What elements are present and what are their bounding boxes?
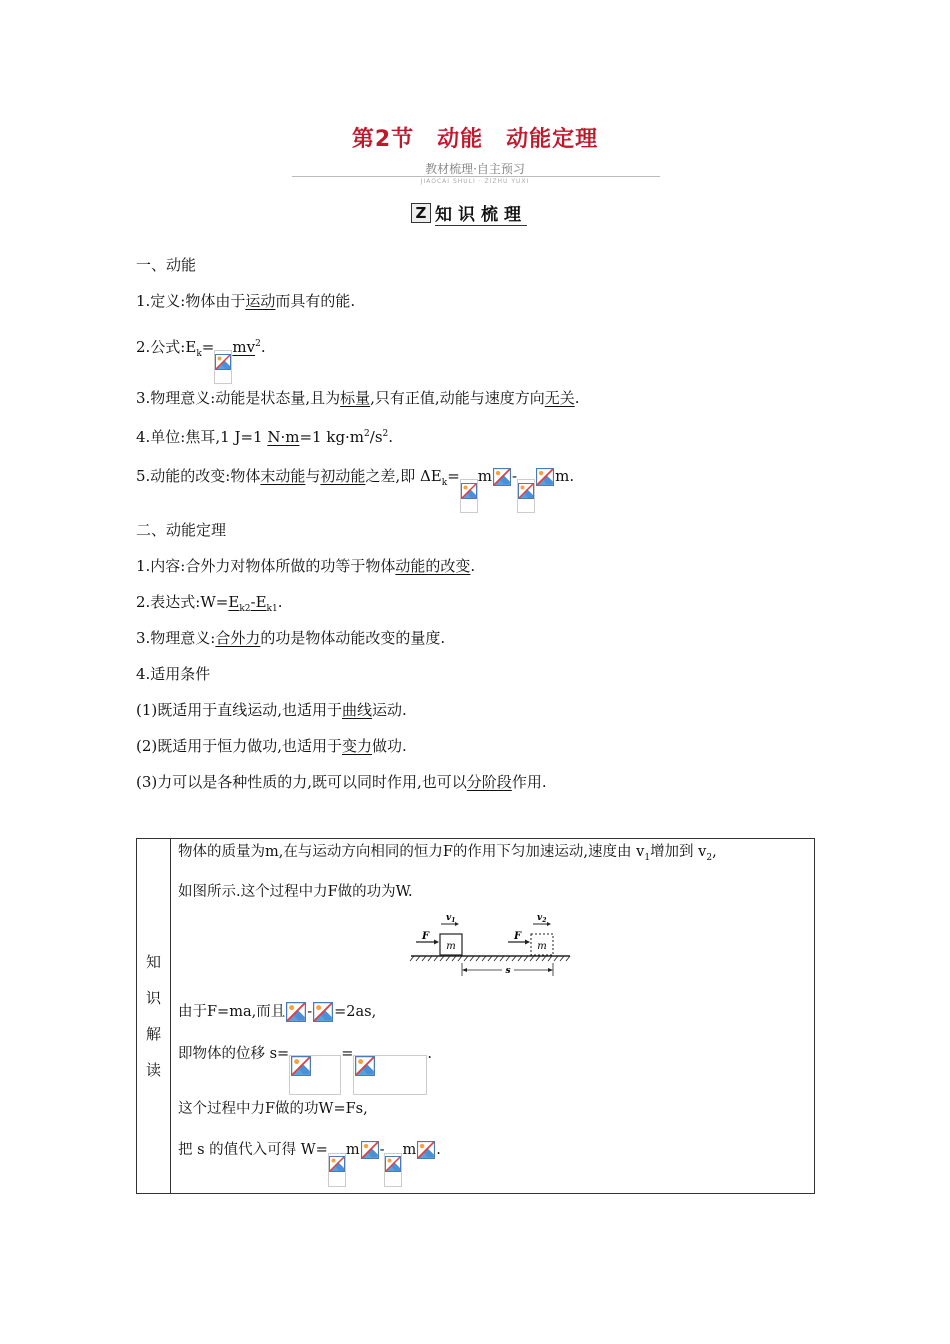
block-initial-mass: m	[446, 941, 456, 952]
box-paragraph-6: 把 s 的值代入可得 W= m - m .	[178, 1140, 441, 1187]
velocity-label-2: $v_2$	[537, 913, 547, 924]
expression-line: 2.表达式$:W=E_{k2}-E_{k1}$.	[136, 593, 283, 614]
section-header-pinyin: JIAOCAI SHULI · ZIZHU YUXI	[420, 178, 530, 185]
fraction-image-2	[517, 479, 535, 513]
formula-image-icon	[518, 483, 534, 499]
condition-2: (2)既适用于恒力做功,也适用于变力做功.	[136, 737, 407, 755]
formula-image-icon	[461, 483, 477, 499]
knowledge-summary-label: 知识梳理	[435, 200, 527, 226]
box-paragraph-5: 这个过程中力F做的功W=Fs,	[178, 1101, 368, 1117]
formula-line: 2.公式$:E_k= mv^2$.	[136, 334, 266, 384]
unit-line: 4.单位:焦耳,1 J=1 N·m=1 $kg\cdot m^2/s^2$.	[136, 428, 394, 446]
meaning-line: 3.物理意义:动能是状态量,且为标量,只有正值,动能与速度方向无关.	[136, 389, 580, 407]
content-line: 1.内容:合外力对物体所做的功等于物体动能的改变.	[136, 557, 476, 575]
condition-1: (1)既适用于直线运动,也适用于曲线运动.	[136, 701, 407, 719]
work-fraction-2	[384, 1153, 402, 1187]
formula-image-icon	[290, 1056, 312, 1076]
fraction-image-1	[460, 479, 478, 513]
section-header: 教材梳理·自主预习	[425, 162, 525, 176]
section1-heading: 一、动能	[136, 256, 197, 274]
page-title: 第2节 动能 动能定理	[351, 127, 599, 152]
section2-heading: 二、动能定理	[136, 521, 227, 539]
v2-squared-image	[285, 1002, 307, 1022]
box-paragraph-3: 由于F=ma,而且 - =2as,	[178, 1004, 377, 1020]
formula-image-icon	[492, 468, 512, 486]
change-line: 5.动能的改变:物体末动能与初动能之差,即 $\Delta E_k= m - m$.	[136, 466, 574, 513]
section-divider	[292, 176, 660, 177]
force-label-2: F	[514, 931, 522, 942]
meaning2-line: 3.物理意义:合外力的功是物体动能改变的量度.	[136, 629, 446, 647]
definition-line: 1.定义:物体由于运动而具有的能.	[136, 292, 356, 310]
velocity-label-1: $v_1$	[446, 913, 456, 924]
side-label: 知 识 解 读	[137, 839, 171, 1194]
force-label-1: F	[422, 931, 430, 942]
formula-image-icon	[215, 354, 231, 370]
z-icon: Z	[411, 203, 431, 223]
formula-image-icon	[360, 1141, 380, 1159]
work-fraction-1	[328, 1153, 346, 1187]
v1-squared-image	[312, 1002, 334, 1022]
knowledge-summary-banner	[411, 200, 527, 226]
displacement-label: s	[505, 966, 511, 976]
condition-heading: 4.适用条件	[136, 665, 211, 683]
box-paragraph-1: 物体的质量为m,在与运动方向相同的恒力F的作用下匀加速运动,速度由 $v_1$增加到 $v_2$,	[178, 844, 717, 863]
box-paragraph-4: 即物体的位移 s= = .	[178, 1044, 432, 1095]
displacement-fraction-2	[353, 1055, 427, 1095]
formula-image-icon	[416, 1141, 436, 1159]
formula-image-icon	[354, 1056, 376, 1076]
condition-3: (3)力可以是各种性质的力,既可以同时作用,也可以分阶段作用.	[136, 773, 547, 791]
fraction-half-image	[214, 350, 232, 384]
formula-image-icon	[385, 1156, 401, 1172]
formula-image-icon	[329, 1156, 345, 1172]
block-final-mass: m	[537, 941, 547, 952]
box-paragraph-2: 如图所示.这个过程中力F做的功为W.	[178, 884, 413, 900]
motion-diagram	[408, 908, 573, 978]
displacement-fraction-1	[289, 1055, 341, 1095]
formula-image-icon	[535, 468, 555, 486]
